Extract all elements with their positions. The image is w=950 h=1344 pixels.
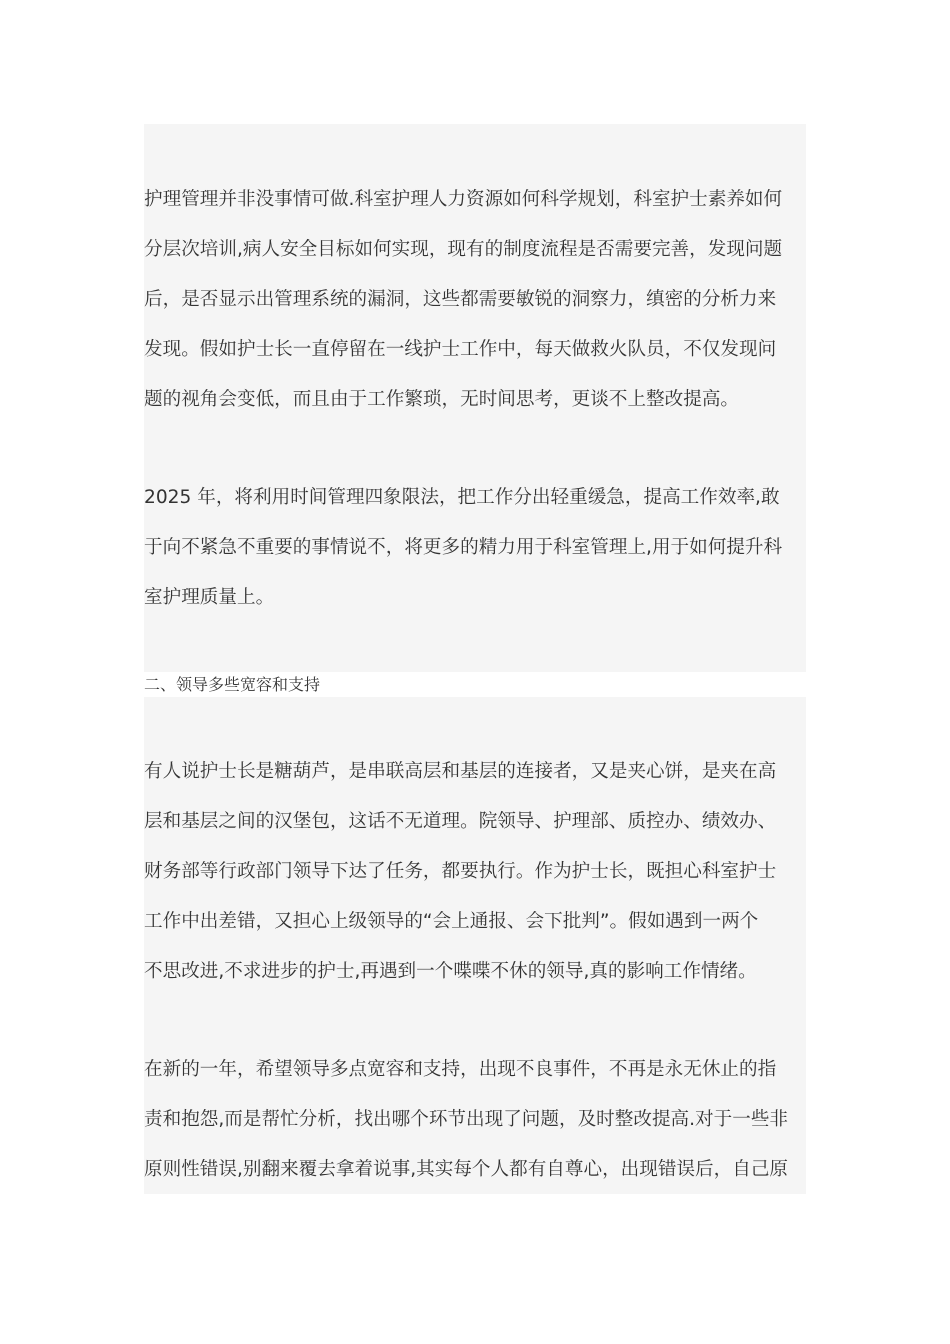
paragraph-line: 室护理质量上。 [144,587,275,608]
paragraph-new-year-hope [144,1045,808,1195]
paragraph-line: 责和抱怨,而是帮忙分析，找出哪个环节出现了问题，及时整改提高.对于一些非 [144,1109,789,1130]
paragraph-line: 发现。假如护士长一直停留在一线护士工作中，每天做救火队员，不仅发现问 [144,339,777,360]
paragraph-line: 有人说护士长是糖葫芦，是串联高层和基层的连接者，又是夹心饼，是夹在高 [144,761,777,782]
paragraph-line: 财务部等行政部门领导下达了任务，都要执行。作为护士长，既担心科室护士 [144,861,777,882]
paragraph-line: 原则性错误,别翻来覆去拿着说事,其实每个人都有自尊心，出现错误后，自己原 [144,1159,789,1180]
paragraph-line: 后，是否显示出管理系统的漏洞，这些都需要敏锐的洞察力，缜密的分析力来 [144,289,777,310]
paragraph-2025-plan [144,473,808,623]
paragraph-time-management-intro [144,175,808,425]
paragraph-line: 在新的一年，希望领导多点宽容和支持，出现不良事件，不再是永无休止的指 [144,1059,777,1080]
paragraph-head-nurse-role [144,747,808,997]
paragraph-line: 题的视角会变低，而且由于工作繁琐，无时间思考，更谈不上整改提高。 [144,389,740,410]
paragraph-line: 2025 年，将利用时间管理四象限法，把工作分出轻重缓急，提高工作效率,敢 [144,487,780,508]
paragraph-line: 不思改进,不求进步的护士,再遇到一个喋喋不休的领导,真的影响工作情绪。 [144,961,757,982]
section-heading: 二、领导多些宽容和支持 [144,675,321,694]
paragraph-line: 层和基层之间的汉堡包，这话不无道理。院领导、护理部、质控办、绩效办、 [144,811,777,832]
paragraph-line: 工作中出差错，又担心上级领导的“会上通报、会下批判”。假如遇到一两个 [144,911,759,932]
paragraph-line: 于向不紧急不重要的事情说不，将更多的精力用于科室管理上,用于如何提升科 [144,537,783,558]
paragraph-line: 护理管理并非没事情可做.科室护理人力资源如何科学规划，科室护士素养如何 [144,189,783,210]
paragraph-line: 分层次培训,病人安全目标如何实现，现有的制度流程是否需要完善，发现问题 [144,239,783,260]
